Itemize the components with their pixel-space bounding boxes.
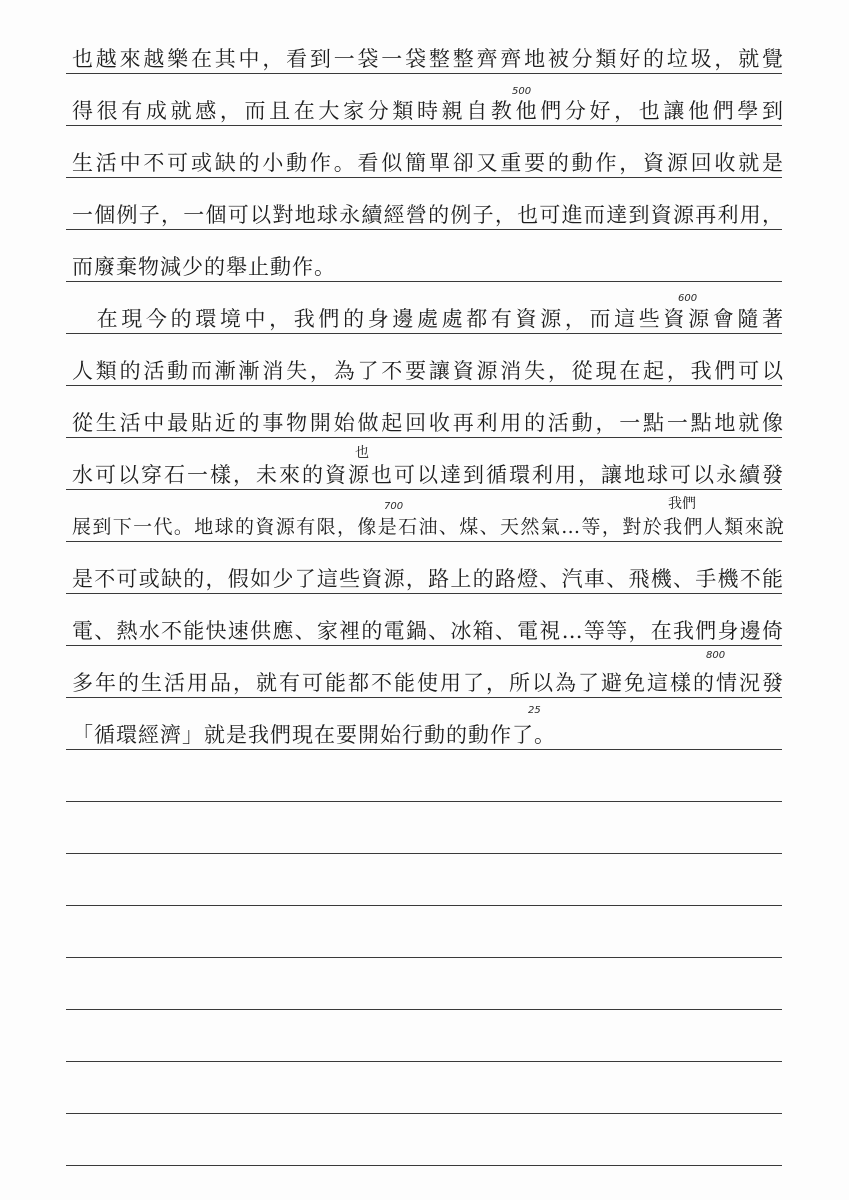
essay-line-1: 也越來越樂在其中，看到一袋一袋整整齊齊地被分類好的垃圾，就覺 [72,47,784,71]
essay-line-7: 人類的活動而漸漸消失，為了不要讓資源消失，從現在起，我們可以 [72,359,784,383]
essay-line-6: 在現今的環境中，我們的身邊處處都有資源，而這些資源會隨著 [72,307,784,331]
ruled-line [66,957,782,958]
insert-mark-ye: 也 [355,445,369,461]
word-count-500: 500 [512,86,532,97]
ruled-line [66,1009,782,1010]
word-count-800: 800 [706,650,726,661]
essay-line-4: 一個例子，一個可以對地球永續經營的例子，也可進而達到資源再利用， [72,203,784,227]
essay-line-14: 「循環經濟」就是我們現在要開始行動的動作了。 [72,723,556,747]
word-count-end: 25 [528,705,541,716]
essay-line-13: 多年的生活用品，就有可能都不能使用了，所以為了避免這樣的情況發 [72,671,784,695]
ruled-line [66,1165,782,1166]
ruled-line [66,853,782,854]
essay-line-3: 生活中不可或缺的小動作。看似簡單卻又重要的動作，資源回收就是 [72,151,784,175]
ruled-line [66,1061,782,1062]
ruled-line [66,801,782,802]
essay-line-10: 展到下一代。地球的資源有限，像是石油、煤、天然氣…等，對於我們人類來說 [72,516,784,538]
insert-mark-women: 我們 [668,496,696,512]
ruled-line [66,905,782,906]
word-count-600: 600 [678,293,698,304]
ruled-line [66,1113,782,1114]
essay-line-9: 水可以穿石一樣，未來的資源也可以達到循環利用，讓地球可以永續發 [72,463,784,487]
essay-line-11: 是不可或缺的，假如少了這些資源，路上的路燈、汽車、飛機、手機不能 [72,567,784,591]
essay-line-5: 而廢棄物減少的舉止動作。 [72,255,336,279]
essay-line-8: 從生活中最貼近的事物開始做起回收再利用的活動，一點一點地就像 [72,411,784,435]
word-count-700: 700 [384,501,404,512]
essay-line-2: 得很有成就感，而且在大家分類時親自教他們分好，也讓他們學到 [72,99,784,123]
essay-line-12: 電、熱水不能快速供應、家裡的電鍋、冰箱、電視…等等，在我們身邊倚 [72,619,784,643]
